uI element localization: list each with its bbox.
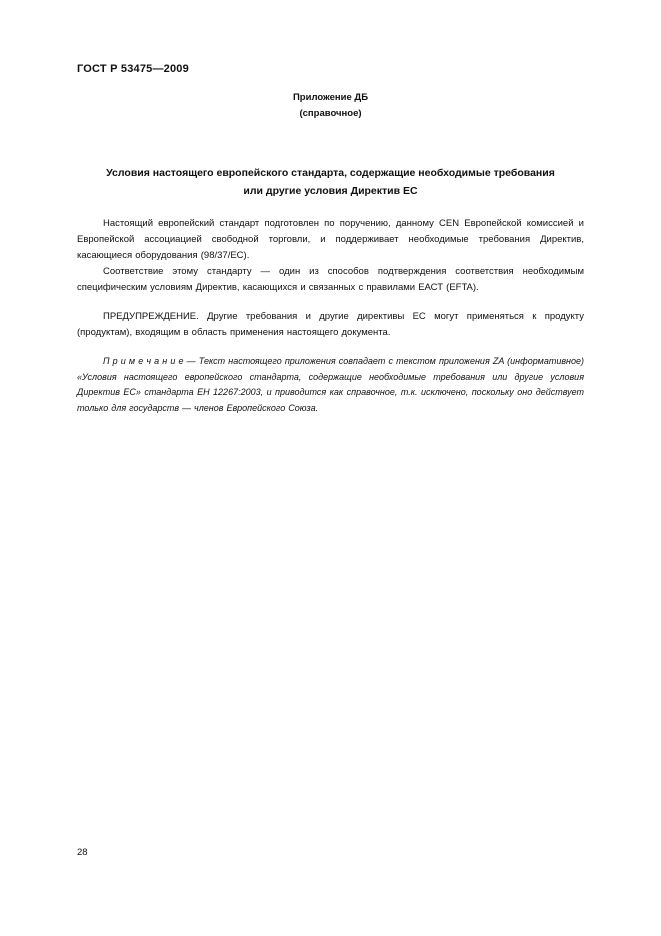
paragraph-introduction: Настоящий европейский стандарт подготовлен по поручению, данному CEN Европейской комиссией и Европейской ассоциацией свободной торговли, и поддерживает необходимые требования Директив, касающиеся оборудования (98/37/ЕС). — [77, 218, 584, 261]
paragraph-warning: ПРЕДУПРЕЖДЕНИЕ. Другие требования и другие директивы ЕС могут применяться к продукту (продуктам), входящим в область применения настоящего документа. — [77, 311, 584, 338]
paragraph-conformance: Соответствие этому стандарту — один из способов подтверждения соответствия необходимым специфическим условиям Директив, касающихся и связанных с правилами ЕАСТ (EFTA). — [77, 266, 584, 293]
page-content — [77, 63, 584, 417]
body-text — [77, 216, 584, 417]
annex-block — [77, 90, 584, 122]
page-title-line-2: или другие условия Директив ЕС — [243, 185, 418, 197]
paragraph-note: П р и м е ч а н и е — Текст настоящего приложения совпадает с текстом приложения ZA (информативное) «Условия настоящего европейского стандарта, содержащие необходимые требования или другие условия Директив ЕС» стандарта ЕН 12267:2003, и приводится как справочное, т.к. исключено, поскольку оно действует только для государств — членов Европейского Союза. — [77, 356, 584, 414]
page-title-line-1: Условия настоящего европейского стандарта, содержащие необходимые требования — [106, 167, 555, 179]
doc-number: ГОСТ Р 53475—2009 — [77, 63, 189, 75]
page-title — [77, 164, 584, 200]
annex-kind: (справочное) — [299, 108, 362, 119]
page-number: 28 — [77, 847, 88, 858]
annex-label: Приложение ДБ — [292, 92, 369, 103]
